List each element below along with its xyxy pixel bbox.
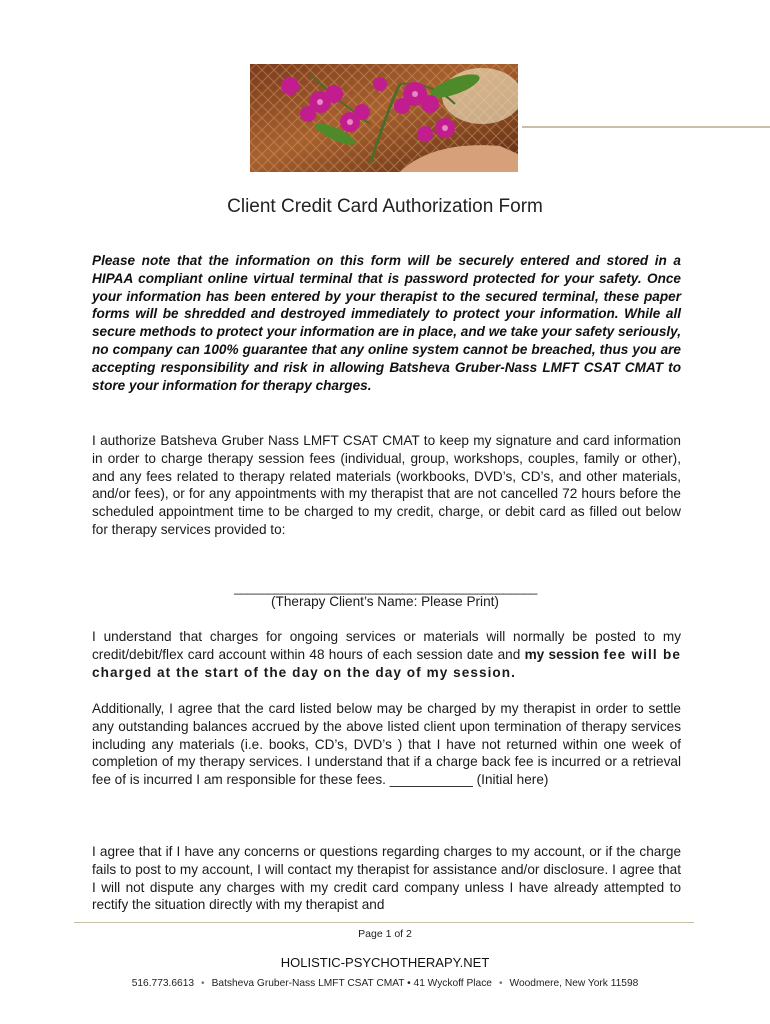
city-zip: Woodmere, New York 11598 bbox=[509, 978, 639, 989]
header-rule bbox=[522, 126, 770, 128]
client-name-field-line[interactable]: _____________________________________________ bbox=[234, 580, 537, 595]
authorization-paragraph: I authorize Batsheva Gruber Nass LMFT CSAT CMAT to keep my signature and card information in order to charge therapy session fees (individual, group, workshops, couples, family or other), and any fees related to therapy related materials (workbooks, DVD’s, CD’s, and other materials, and/or fees), or for any appointments with my therapist that are not cancelled 72 hours before the scheduled appointment time to be charged to my credit, charge, or debit card as filled out below for therapy services provided to: bbox=[92, 433, 681, 537]
separator-dot: • bbox=[201, 978, 205, 989]
posting-text: I understand that charges for ongoing services or materials will normally be posted to my credit/debit/flex card account within 48 hours of each session date and bbox=[92, 629, 681, 662]
form-title: Client Credit Card Authorization Form bbox=[227, 196, 543, 217]
contact-line bbox=[0, 978, 770, 989]
separator-dot: • bbox=[498, 978, 503, 989]
client-name-caption: (Therapy Client’s Name: Please Print) bbox=[271, 594, 499, 609]
posting-bold-b: fee will be charged at the start of the day on the day of my session. bbox=[92, 646, 681, 680]
page-number: Page 1 of 2 bbox=[358, 928, 412, 940]
posting-paragraph bbox=[92, 628, 681, 681]
concerns-paragraph: I agree that if I have any concerns or questions regarding charges to my account, or if the charge fails to post to my account, I will contact my therapist for assistance and/or disclosure. I agree that I will not dispute any charges with my credit card company unless I have already attempted to rectify the situation directly with my therapist and bbox=[92, 844, 681, 913]
phone-number: 516.773.6613 bbox=[131, 978, 195, 989]
footer-rule bbox=[74, 922, 694, 923]
privacy-notice: Please note that the information on this form will be securely entered and stored in a HIPAA compliant online virtual terminal that is password protected for your safety. Once your information has been entered by your therapist to the secured terminal, these paper forms will be shredded and destroyed immediately to protect your information. While all secure methods to protect your information are in place, and we take your safety seriously, no company can 100% guarantee that any online system cannot be breached, thus you are accepting responsibility and risk in allowing Batsheva Gruber-Nass LMFT CSAT CMAT to store your information for therapy charges. bbox=[92, 253, 681, 393]
additional-paragraph: Additionally, I agree that the card listed below may be charged by my therapist in order to settle any outstanding balances accrued by the above listed client upon termination of therapy services including any materials (i.e. books, CD’s, DVD’s ) that I have not returned within one week of completion of my therapy services. I understand that if a charge back fee is incurred or a retrieval fee of is incurred I am responsible for these fees. ___________ (Initial here) bbox=[92, 701, 681, 788]
orchid-photo-graphic bbox=[250, 64, 518, 172]
website-link[interactable]: HOLISTIC-PSYCHOTHERAPY.NET bbox=[280, 955, 490, 970]
posting-bold-a: my session bbox=[524, 646, 600, 662]
name-address: Batsheva Gruber-Nass LMFT CSAT CMAT • 41 Wyckoff Place bbox=[211, 978, 492, 989]
orchid-photo bbox=[250, 64, 518, 172]
